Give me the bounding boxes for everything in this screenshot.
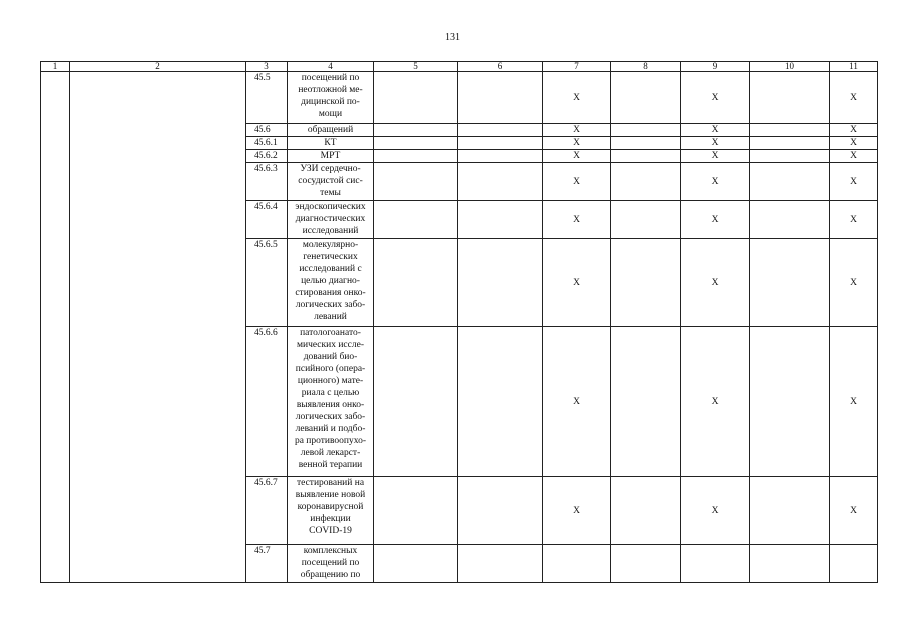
column-header: 5 bbox=[374, 62, 458, 72]
cell-col-10 bbox=[750, 239, 830, 327]
cell-col-6 bbox=[458, 239, 543, 327]
row-label-line: обращений bbox=[307, 125, 354, 135]
col2-merged-cell bbox=[70, 72, 246, 583]
cell-col-5 bbox=[374, 163, 458, 201]
cell-col-10 bbox=[750, 163, 830, 201]
row-label-line: дований био- bbox=[303, 352, 358, 362]
row-label-line: венной терапии bbox=[298, 460, 363, 470]
cell-col-7: X bbox=[543, 72, 611, 124]
page-number: 131 bbox=[445, 32, 460, 43]
row-label bbox=[288, 201, 374, 239]
cell-col-6 bbox=[458, 163, 543, 201]
row-label-line: КТ bbox=[324, 138, 337, 148]
cell-col-5 bbox=[374, 150, 458, 163]
column-header: 10 bbox=[750, 62, 830, 72]
cell-col-10 bbox=[750, 545, 830, 583]
row-label-line: выявление новой bbox=[295, 490, 366, 500]
col1-merged-cell bbox=[41, 72, 70, 583]
cell-col-6 bbox=[458, 72, 543, 124]
row-label-line: комплексных bbox=[303, 546, 358, 556]
cell-col-11: X bbox=[830, 163, 878, 201]
row-code: 45.6.3 bbox=[246, 163, 288, 201]
row-label-line: ра противоопухо- bbox=[294, 436, 367, 446]
row-label-line: посещений по bbox=[301, 73, 360, 83]
row-label-line: выявления онко- bbox=[296, 400, 365, 410]
cell-col-8 bbox=[611, 545, 681, 583]
cell-col-7: X bbox=[543, 327, 611, 477]
row-code: 45.6.6 bbox=[246, 327, 288, 477]
row-label-line: диагностических bbox=[295, 214, 366, 224]
cell-col-7: X bbox=[543, 150, 611, 163]
cell-col-6 bbox=[458, 137, 543, 150]
row-label-line: мических иссле- bbox=[296, 340, 364, 350]
row-label-line: левой лекарст- bbox=[300, 448, 361, 458]
row-label bbox=[288, 137, 374, 150]
row-code: 45.6.5 bbox=[246, 239, 288, 327]
cell-col-5 bbox=[374, 201, 458, 239]
cell-col-9: X bbox=[681, 150, 750, 163]
cell-col-5 bbox=[374, 239, 458, 327]
cell-col-5 bbox=[374, 545, 458, 583]
row-code: 45.7 bbox=[246, 545, 288, 583]
cell-col-7: X bbox=[543, 137, 611, 150]
cell-col-6 bbox=[458, 327, 543, 477]
cell-col-6 bbox=[458, 545, 543, 583]
row-label-line: риала с целью bbox=[301, 388, 360, 398]
cell-col-11: X bbox=[830, 239, 878, 327]
cell-col-11: X bbox=[830, 72, 878, 124]
row-label-line: УЗИ сердечно- bbox=[300, 164, 361, 174]
row-label-line: мощи bbox=[318, 109, 343, 119]
cell-col-11: X bbox=[830, 201, 878, 239]
cell-col-8 bbox=[611, 201, 681, 239]
row-label-line: посещений по bbox=[301, 558, 360, 568]
cell-col-5 bbox=[374, 327, 458, 477]
column-number-row bbox=[41, 62, 878, 72]
cell-col-10 bbox=[750, 150, 830, 163]
cell-col-6 bbox=[458, 150, 543, 163]
row-label-line: темы bbox=[320, 188, 341, 198]
cell-col-6 bbox=[458, 477, 543, 545]
data-table bbox=[40, 61, 878, 583]
column-header: 11 bbox=[830, 62, 878, 72]
row-code: 45.6.4 bbox=[246, 201, 288, 239]
cell-col-5 bbox=[374, 124, 458, 137]
cell-col-10 bbox=[750, 477, 830, 545]
cell-col-6 bbox=[458, 124, 543, 137]
row-label bbox=[288, 72, 374, 124]
row-label-line: дицинской по- bbox=[301, 97, 360, 107]
cell-col-9: X bbox=[681, 72, 750, 124]
cell-col-9: X bbox=[681, 124, 750, 137]
row-label-line: леваний и подбо- bbox=[295, 424, 366, 434]
cell-col-10 bbox=[750, 327, 830, 477]
cell-col-10 bbox=[750, 137, 830, 150]
cell-col-7: X bbox=[543, 163, 611, 201]
cell-col-8 bbox=[611, 163, 681, 201]
row-label-line: логических забо- bbox=[295, 300, 366, 310]
row-label-line: сосудистой сис- bbox=[298, 176, 363, 186]
row-label-line: эндоскопических bbox=[295, 202, 366, 212]
cell-col-7 bbox=[543, 545, 611, 583]
cell-col-7: X bbox=[543, 477, 611, 545]
row-code: 45.6.1 bbox=[246, 137, 288, 150]
row-label-line: патологоанато- bbox=[300, 328, 361, 338]
cell-col-8 bbox=[611, 72, 681, 124]
row-label-line: исследований bbox=[302, 226, 359, 236]
row-label-line: ционного) мате- bbox=[297, 376, 364, 386]
cell-col-9: X bbox=[681, 201, 750, 239]
cell-col-5 bbox=[374, 477, 458, 545]
cell-col-7: X bbox=[543, 239, 611, 327]
cell-col-5 bbox=[374, 137, 458, 150]
cell-col-10 bbox=[750, 72, 830, 124]
row-label-line: инфекции bbox=[310, 514, 351, 524]
row-label-line: логических забо- bbox=[295, 412, 366, 422]
row-label-line: коронавирусной bbox=[297, 502, 364, 512]
cell-col-11 bbox=[830, 545, 878, 583]
row-code: 45.6 bbox=[246, 124, 288, 137]
column-header: 8 bbox=[611, 62, 681, 72]
row-code: 45.6.7 bbox=[246, 477, 288, 545]
row-label-line: целью диагно- bbox=[301, 276, 360, 286]
cell-col-11: X bbox=[830, 477, 878, 545]
cell-col-8 bbox=[611, 477, 681, 545]
column-header: 3 bbox=[246, 62, 288, 72]
row-label-line: неотложной ме- bbox=[298, 85, 363, 95]
cell-col-11: X bbox=[830, 124, 878, 137]
row-label-line: исследований с bbox=[299, 264, 362, 274]
cell-col-9: X bbox=[681, 477, 750, 545]
cell-col-9: X bbox=[681, 239, 750, 327]
cell-col-11: X bbox=[830, 137, 878, 150]
row-label bbox=[288, 124, 374, 137]
column-header: 6 bbox=[458, 62, 543, 72]
cell-col-11: X bbox=[830, 150, 878, 163]
row-label bbox=[288, 150, 374, 163]
row-label-line: молекулярно- bbox=[302, 240, 359, 250]
column-header: 4 bbox=[288, 62, 374, 72]
cell-col-9: X bbox=[681, 327, 750, 477]
row-label-line: псийного (опера- bbox=[295, 364, 366, 374]
cell-col-8 bbox=[611, 124, 681, 137]
row-label bbox=[288, 239, 374, 327]
cell-col-7: X bbox=[543, 201, 611, 239]
column-header: 1 bbox=[41, 62, 70, 72]
cell-col-7: X bbox=[543, 124, 611, 137]
column-header: 2 bbox=[70, 62, 246, 72]
column-header: 9 bbox=[681, 62, 750, 72]
row-label-line: МРТ bbox=[320, 151, 341, 161]
cell-col-8 bbox=[611, 239, 681, 327]
cell-col-6 bbox=[458, 201, 543, 239]
row-label-line: леваний bbox=[314, 312, 347, 322]
cell-col-10 bbox=[750, 201, 830, 239]
row-code: 45.5 bbox=[246, 72, 288, 124]
cell-col-5 bbox=[374, 72, 458, 124]
row-label-line: тестирований на bbox=[296, 478, 365, 488]
row-label bbox=[288, 545, 374, 583]
cell-col-9 bbox=[681, 545, 750, 583]
row-label-line: стирования онко- bbox=[295, 288, 366, 298]
row-label bbox=[288, 477, 374, 545]
column-header: 7 bbox=[543, 62, 611, 72]
table-row bbox=[41, 72, 878, 124]
cell-col-11: X bbox=[830, 327, 878, 477]
cell-col-8 bbox=[611, 327, 681, 477]
cell-col-10 bbox=[750, 124, 830, 137]
row-label-line: COVID-19 bbox=[309, 526, 352, 536]
cell-col-8 bbox=[611, 137, 681, 150]
cell-col-9: X bbox=[681, 163, 750, 201]
row-code: 45.6.2 bbox=[246, 150, 288, 163]
cell-col-9: X bbox=[681, 137, 750, 150]
row-label bbox=[288, 163, 374, 201]
cell-col-8 bbox=[611, 150, 681, 163]
row-label-line: обращению по bbox=[300, 570, 361, 580]
row-label-line: генетических bbox=[303, 252, 358, 262]
row-label bbox=[288, 327, 374, 477]
